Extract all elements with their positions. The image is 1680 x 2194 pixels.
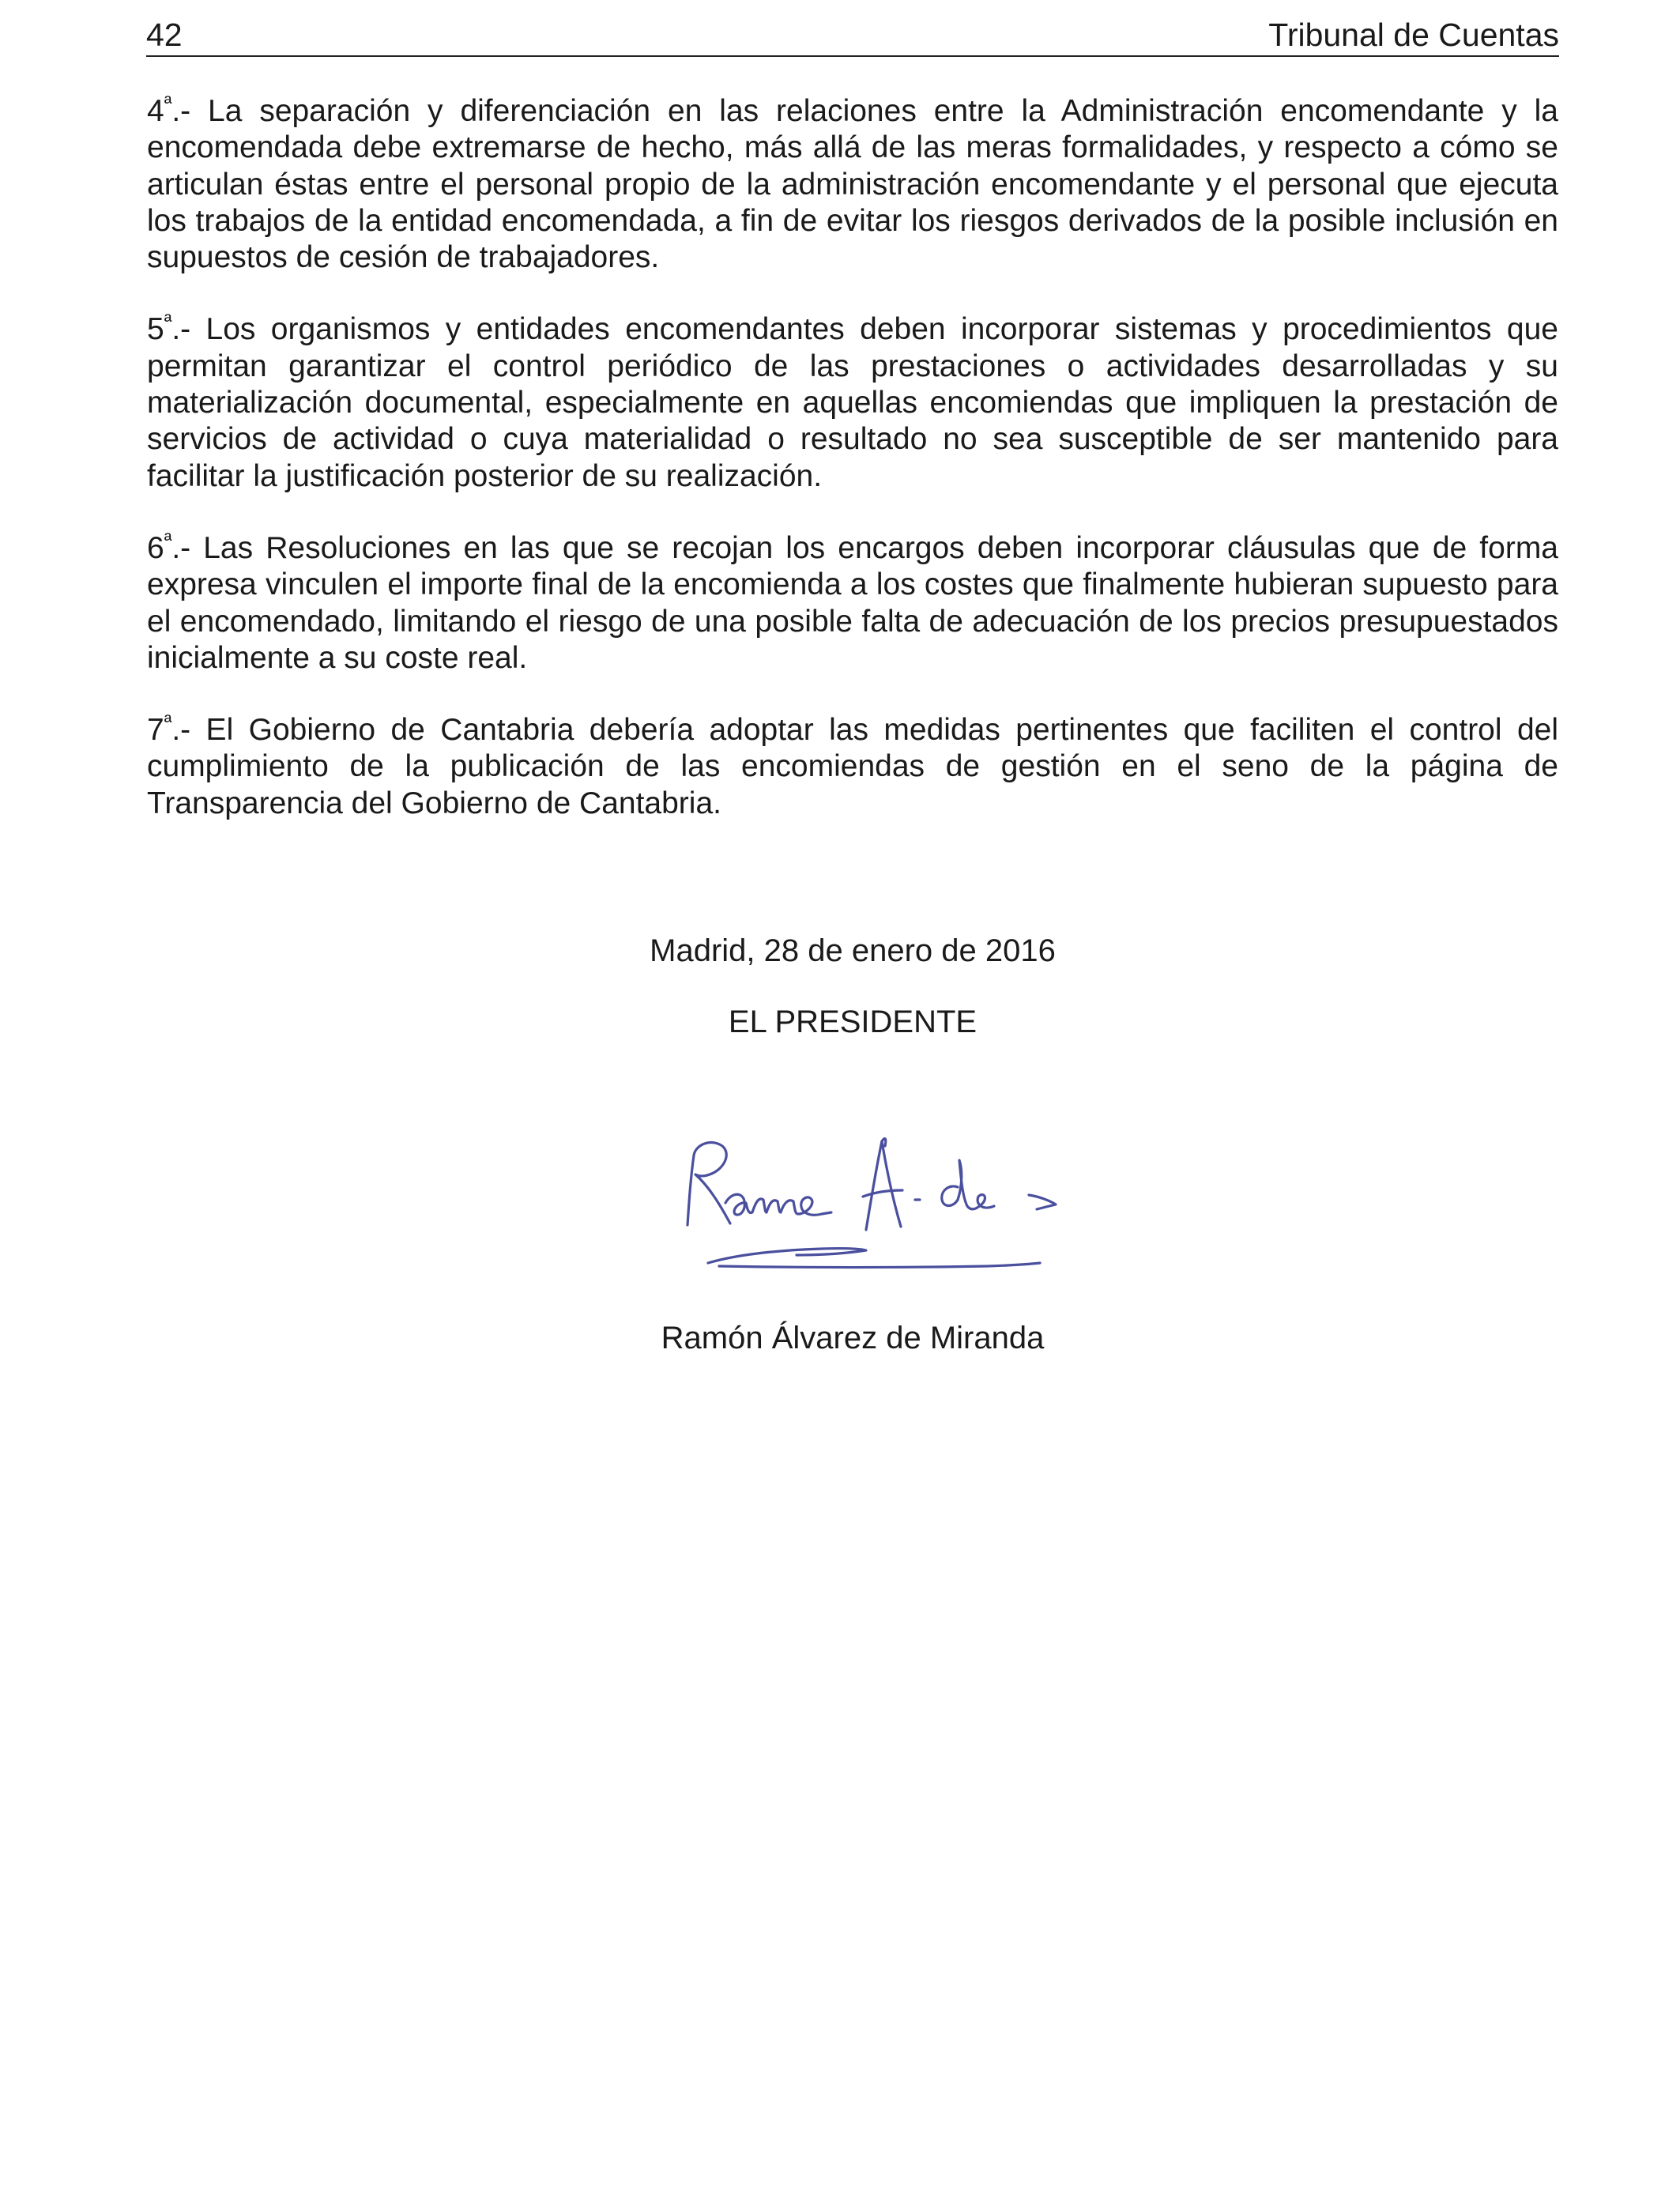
recommendation-text: .- Los organismos y entidades encomendantes deben incorporar sistemas y procedimientos que permitan garantizar el control periódico de las prestaciones o actividades desarrolladas y su materialización documental, especialmente en aquellas encomiendas que impliquen la prestación de servicios de actividad o cuya materialidad o resultado no sea susceptible de ser mantenido para facilitar la justificación posterior de su realización. bbox=[147, 312, 1558, 493]
recommendation-number: $7^ª$ bbox=[147, 710, 172, 748]
signatory-role: EL PRESIDENTE bbox=[728, 1005, 977, 1039]
recommendation-number: $5^ª$ bbox=[147, 309, 172, 347]
recommendation-text: .- El Gobierno de Cantabria debería adoptar las medidas pertinentes que faciliten el control del cumplimiento de la publicación de las encomiendas de gestión en el seno de la página de Transparencia del Gobierno de Cantabria. bbox=[147, 713, 1558, 820]
recommendation-paragraph bbox=[147, 712, 1558, 822]
recommendations-body bbox=[147, 93, 1558, 858]
signatory-name: Ramón Álvarez de Miranda bbox=[661, 1321, 1045, 1355]
recommendation-paragraph bbox=[147, 527, 1558, 677]
place-and-date: Madrid, 28 de enero de 2016 bbox=[650, 933, 1056, 968]
recommendation-paragraph bbox=[147, 93, 1558, 276]
page-number: 42 bbox=[146, 17, 183, 53]
recommendation-number: $6^ª$ bbox=[147, 527, 172, 565]
recommendation-number: $4^ª$ bbox=[147, 91, 172, 128]
page-header bbox=[146, 14, 1559, 57]
running-head: Tribunal de Cuentas bbox=[1268, 17, 1559, 53]
recommendation-text: .- Las Resoluciones en las que se recojan los encargos deben incorporar cláusulas que de forma expresa vinculen el importe final de la encomienda a los costes que finalmente hubieran supuesto para el encomendado, limitando el riesgo de una posible falta de adecuación de los precios presupuestados inicialmente a su coste real. bbox=[147, 530, 1558, 675]
recommendation-text: .- La separación y diferenciación en las relaciones entre la Administración encomendante y la encomendada debe extremarse de hecho, más allá de las meras formalidades, y respecto a cómo se articulan éstas entre el personal propio de la administración encomendante y el personal que ejecuta los trabajos de la entidad encomendada, a fin de evitar los riesgos derivados de la posible inclusión en supuestos de cesión de trabajadores. bbox=[147, 94, 1558, 275]
recommendation-paragraph bbox=[147, 311, 1558, 494]
handwritten-signature-icon bbox=[664, 1114, 1075, 1280]
